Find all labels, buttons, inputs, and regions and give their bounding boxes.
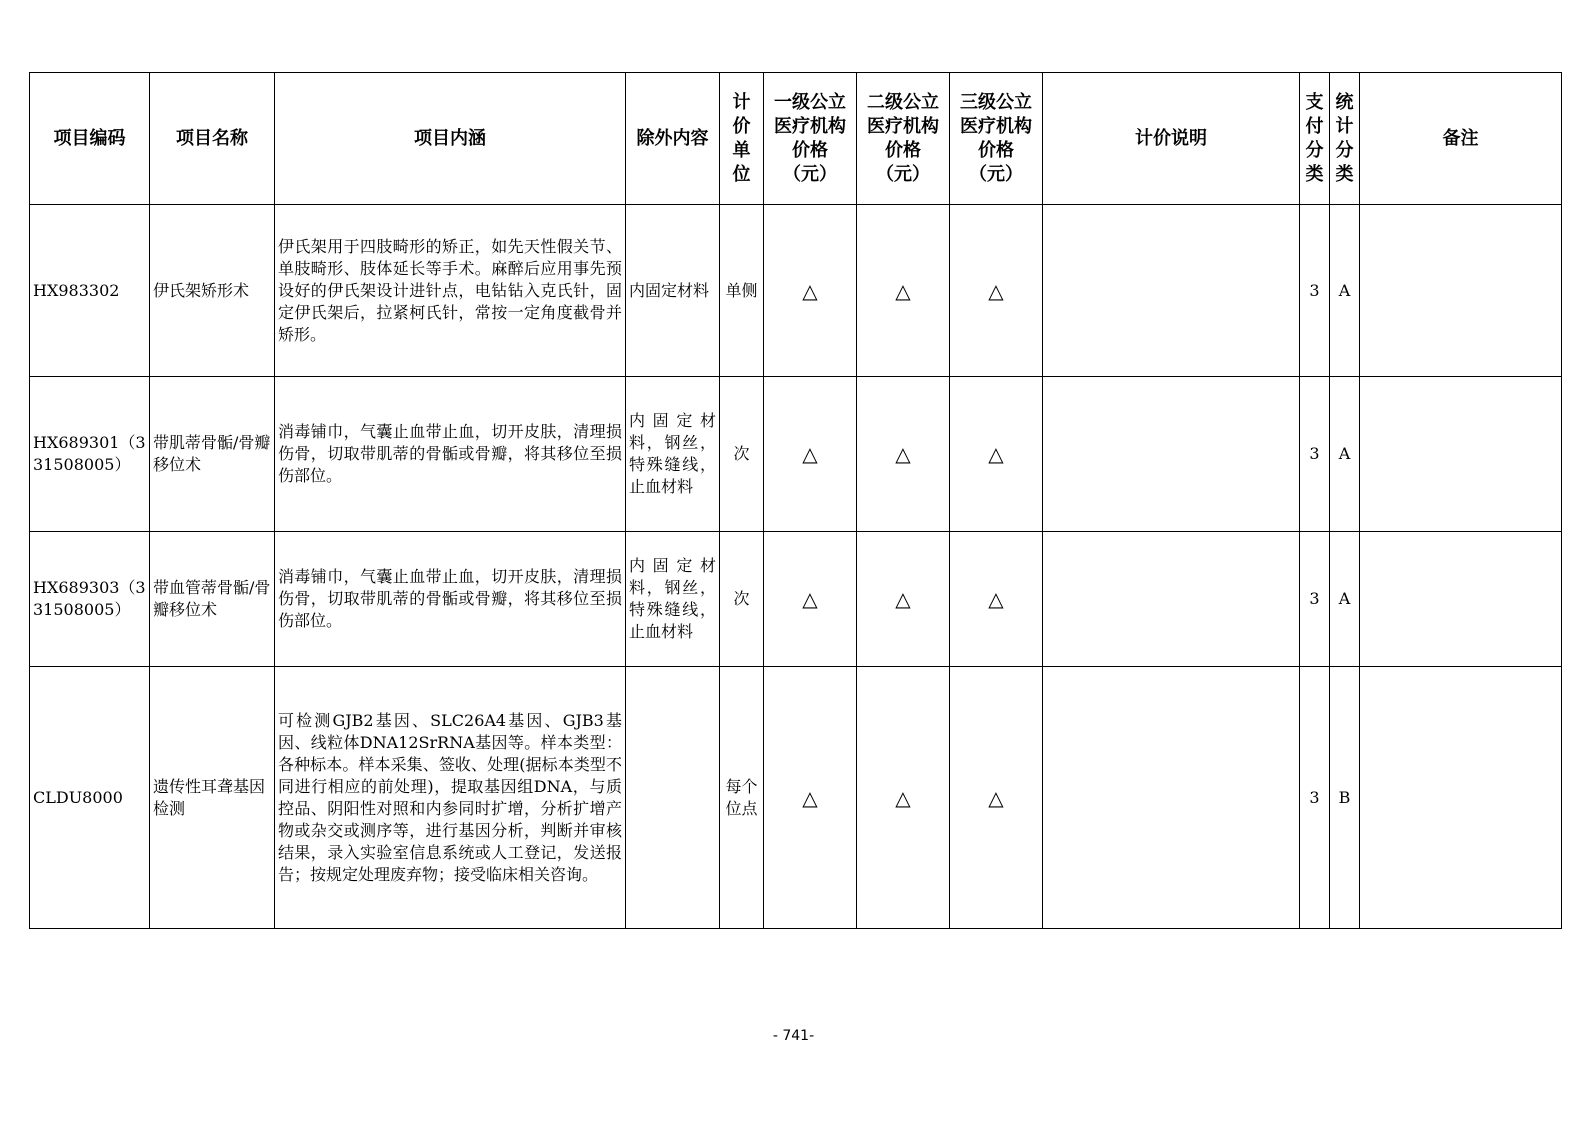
header-item-name: 项目名称 (150, 73, 275, 205)
cell-payment-class: 3 (1300, 667, 1330, 929)
cell-price-level2: △ (857, 377, 950, 532)
cell-code: CLDU8000 (30, 667, 150, 929)
table-row (30, 377, 1562, 532)
cell-price-level1: △ (764, 205, 857, 377)
cell-stat-class: A (1330, 532, 1360, 667)
cell-price-level2: △ (857, 667, 950, 929)
medical-service-price-table (29, 72, 1562, 929)
cell-unit: 每个位点 (720, 667, 764, 929)
cell-pricing-note (1043, 205, 1300, 377)
cell-price-level2: △ (857, 532, 950, 667)
cell-name: 带血管蒂骨骺/骨瓣移位术 (150, 532, 275, 667)
cell-content: 伊氏架用于四肢畸形的矫正，如先天性假关节、单肢畸形、肢体延长等手术。麻醉后应用事先预设好的伊氏架设计进针点，电钻钻入克氏针，固定伊氏架后，拉紧柯氏针，常按一定角度截骨并矫形。 (275, 205, 626, 377)
cell-exclusion: 内固定材料 (626, 205, 720, 377)
header-stat-class: 统计分类 (1330, 73, 1360, 205)
header-price-level2: 二级公立医疗机构价格（元） (857, 73, 950, 205)
cell-payment-class: 3 (1300, 205, 1330, 377)
cell-price-level1: △ (764, 532, 857, 667)
cell-code: HX983302 (30, 205, 150, 377)
header-exclusion: 除外内容 (626, 73, 720, 205)
header-pricing-note: 计价说明 (1043, 73, 1300, 205)
table-header-row (30, 73, 1562, 205)
table-row (30, 667, 1562, 929)
cell-name: 伊氏架矫形术 (150, 205, 275, 377)
cell-exclusion (626, 667, 720, 929)
page-number: - 741- (772, 1028, 815, 1044)
header-payment-class: 支付分类 (1300, 73, 1330, 205)
cell-stat-class: A (1330, 377, 1360, 532)
cell-content: 消毒铺巾，气囊止血带止血，切开皮肤，清理损伤骨，切取带肌蒂的骨骺或骨瓣，将其移位至损伤部位。 (275, 532, 626, 667)
cell-remark (1360, 532, 1562, 667)
cell-name: 遗传性耳聋基因检测 (150, 667, 275, 929)
table-row (30, 532, 1562, 667)
cell-exclusion: 内固定材料，钢丝，特殊缝线，止血材料 (626, 377, 720, 532)
cell-price-level3: △ (950, 532, 1043, 667)
cell-price-level2: △ (857, 205, 950, 377)
cell-stat-class: B (1330, 667, 1360, 929)
cell-payment-class: 3 (1300, 377, 1330, 532)
cell-code: HX689303（331508005） (30, 532, 150, 667)
cell-price-level3: △ (950, 205, 1043, 377)
cell-pricing-note (1043, 667, 1300, 929)
cell-pricing-note (1043, 377, 1300, 532)
cell-exclusion: 内固定材料，钢丝，特殊缝线，止血材料 (626, 532, 720, 667)
cell-stat-class: A (1330, 205, 1360, 377)
cell-unit: 单侧 (720, 205, 764, 377)
cell-price-level1: △ (764, 377, 857, 532)
cell-unit: 次 (720, 532, 764, 667)
cell-price-level3: △ (950, 377, 1043, 532)
table-row (30, 205, 1562, 377)
header-price-level1: 一级公立医疗机构价格（元） (764, 73, 857, 205)
cell-content: 可检测GJB2基因、SLC26A4基因、GJB3基因、线粒体DNA12SrRNA基因等。样本类型：各种标本。样本采集、签收、处理(据标本类型不同进行相应的前处理)，提取基因组DNA，与质控品、阴阳性对照和内参同时扩增，分析扩增产物或杂交或测序等，进行基因分析，判断并审核结果，录入实验室信息系统或人工登记，发送报告；按规定处理废弃物；接受临床相关咨询。 (275, 667, 626, 929)
cell-remark (1360, 377, 1562, 532)
cell-pricing-note (1043, 532, 1300, 667)
cell-code: HX689301（331508005） (30, 377, 150, 532)
cell-content: 消毒铺巾，气囊止血带止血，切开皮肤，清理损伤骨，切取带肌蒂的骨骺或骨瓣，将其移位至损伤部位。 (275, 377, 626, 532)
cell-name: 带肌蒂骨骺/骨瓣移位术 (150, 377, 275, 532)
cell-payment-class: 3 (1300, 532, 1330, 667)
cell-remark (1360, 205, 1562, 377)
header-price-level3: 三级公立医疗机构价格（元） (950, 73, 1043, 205)
header-item-content: 项目内涵 (275, 73, 626, 205)
cell-price-level3: △ (950, 667, 1043, 929)
cell-price-level1: △ (764, 667, 857, 929)
header-remark: 备注 (1360, 73, 1562, 205)
header-item-code: 项目编码 (30, 73, 150, 205)
header-pricing-unit: 计价单位 (720, 73, 764, 205)
cell-remark (1360, 667, 1562, 929)
cell-unit: 次 (720, 377, 764, 532)
